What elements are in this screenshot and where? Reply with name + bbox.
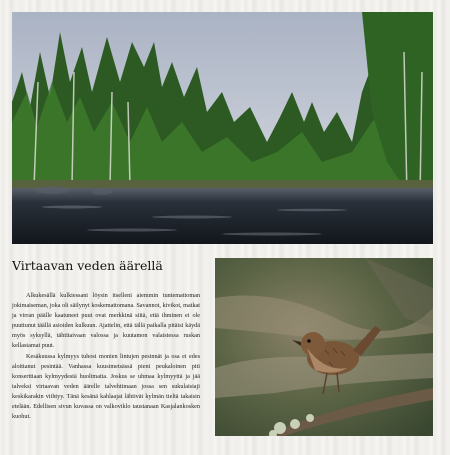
article-paragraph: Kesäkuussa kylmyys tuhosi monien lintujen pesinnät ja osa ei edes aloittanut pesintää. Vanhassa kuusimetsässä pieni peukaloinen piti konserttiaan kylmyydestä huolimatta. Joskus se uhmaa kylmyyttä ja jää talveksi virtaavan veden äärelle talvehtimaan jossa sen sukulaisiaji keskikarakin viihtyy. Tänä kesänä kahlaajat lähtivät kylmän tieltä takaisin etelään. Edellisen sivun kuvassa on valkoviklo taustanaan Kasjalankosken kuohut.	[12, 352, 200, 421]
forest-river-photo	[12, 12, 433, 244]
article-body	[12, 291, 200, 422]
article-title: Virtaavan veden äärellä	[12, 258, 163, 273]
article-paragraph: Alkukesällä kulkiessani löysin itselleni aiemmin tuntemattoman jokimaiseman, joka oli säilynyt koskemattomana. Savannot, kivikot, matkat ja virran päälle kaatuneet puut ovat merkkinä siitä, että ihminen ei ole puuttunut täällä asioiden kulkuun. Ajattelin, että tällä paikalla pitäisi käydä myös syksyllä, tähtitaivaan valossa ja kuutamon valaistessa ruskan kellastamat puut.	[12, 292, 200, 350]
wren-photo	[215, 258, 433, 436]
